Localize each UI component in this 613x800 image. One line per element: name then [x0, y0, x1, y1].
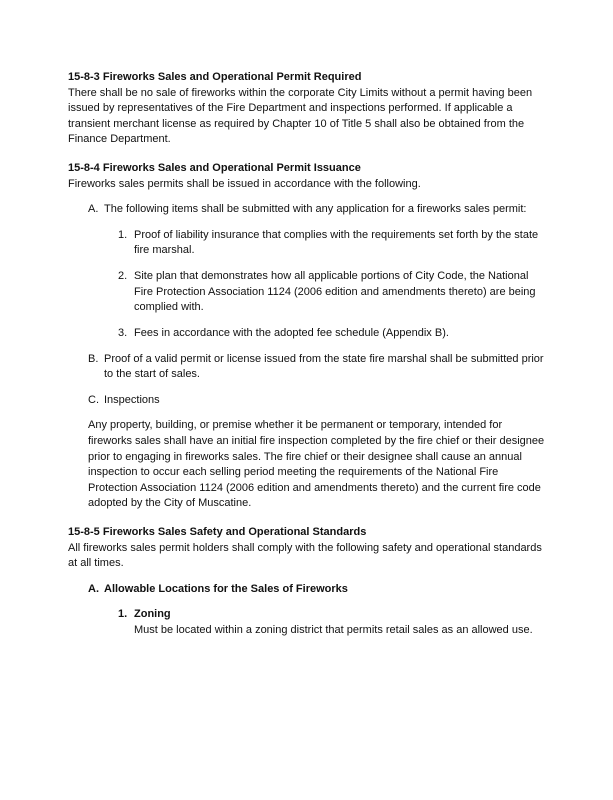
document-content	[68, 70, 548, 639]
list-marker: A.	[88, 582, 99, 595]
section-heading-15-8-4: 15-8-4 Fireworks Sales and Operational Permit Issuance	[68, 162, 361, 175]
list-item-b	[68, 352, 548, 383]
list-item-a3	[68, 326, 548, 342]
list-item-a2	[68, 269, 548, 316]
section-heading-15-8-5: 15-8-5 Fireworks Sales Safety and Operational Standards	[68, 526, 367, 539]
list-marker: C.	[88, 393, 99, 406]
list-item-text: Proof of liability insurance that complies with the requirements set forth by the state fire marshal.	[134, 228, 539, 257]
zoning-title: Zoning	[134, 608, 171, 621]
list-marker: 1.	[118, 228, 128, 241]
section-heading-15-8-3: 15-8-3 Fireworks Sales and Operational Permit Required	[68, 71, 362, 83]
list-item-zoning	[68, 607, 548, 638]
list-item-c	[68, 393, 548, 409]
list-marker: 3.	[118, 326, 128, 339]
list-marker: 1.	[118, 608, 128, 621]
list-item-text: The following items shall be submitted with any application for a fireworks sales permit:	[104, 203, 527, 216]
list-marker: 2.	[118, 270, 128, 283]
zoning-text: Must be located within a zoning district that permits retail sales as an allowed use.	[134, 624, 533, 637]
list-item-text: Allowable Locations for the Sales of Fireworks	[104, 582, 348, 595]
list-item-text: Fees in accordance with the adopted fee schedule (Appendix B).	[134, 326, 449, 339]
section-15-8-4-paragraph: Fireworks sales permits shall be issued in accordance with the following.	[68, 177, 421, 190]
list-item-text: Proof of a valid permit or license issued from the state fire marshal shall be submitted prior to the start of sales.	[104, 352, 544, 381]
list-marker: A.	[88, 203, 99, 216]
inspections-paragraph: Any property, building, or premise whether it be permanent or temporary, intended for fireworks sales shall have an initial fire inspection completed by the fire chief or their designee prior to engaging in fireworks sales. The fire chief or their designee shall cause an annual inspection to occur each selling period meeting the requirements of the National Fire Protection Association 1124 (2006 edition and amendments thereto) and the current fire code adopted by the City of Muscatine.	[88, 419, 545, 510]
section-15-8-5-paragraph: All fireworks sales permit holders shall comply with the following safety and operational standards at all times.	[68, 541, 542, 570]
list-item-text: Inspections	[104, 393, 160, 406]
list-marker: B.	[88, 352, 99, 365]
list-item-a	[68, 202, 548, 218]
list-item-text: Site plan that demonstrates how all applicable portions of City Code, the National Fire Protection Association 1124 (2006 edition and amendments thereto) are being complied with.	[134, 270, 536, 314]
section-15-8-3-paragraph: There shall be no sale of fireworks within the corporate City Limits without a permit having been issued by representatives of the Fire Department and inspections performed. If applicable a transient merchant license as required by Chapter 10 of Title 5 shall also be obtained from the Finance Department.	[68, 86, 533, 146]
list-item-a1	[68, 228, 548, 259]
list-item-allowable-locations	[68, 582, 548, 598]
